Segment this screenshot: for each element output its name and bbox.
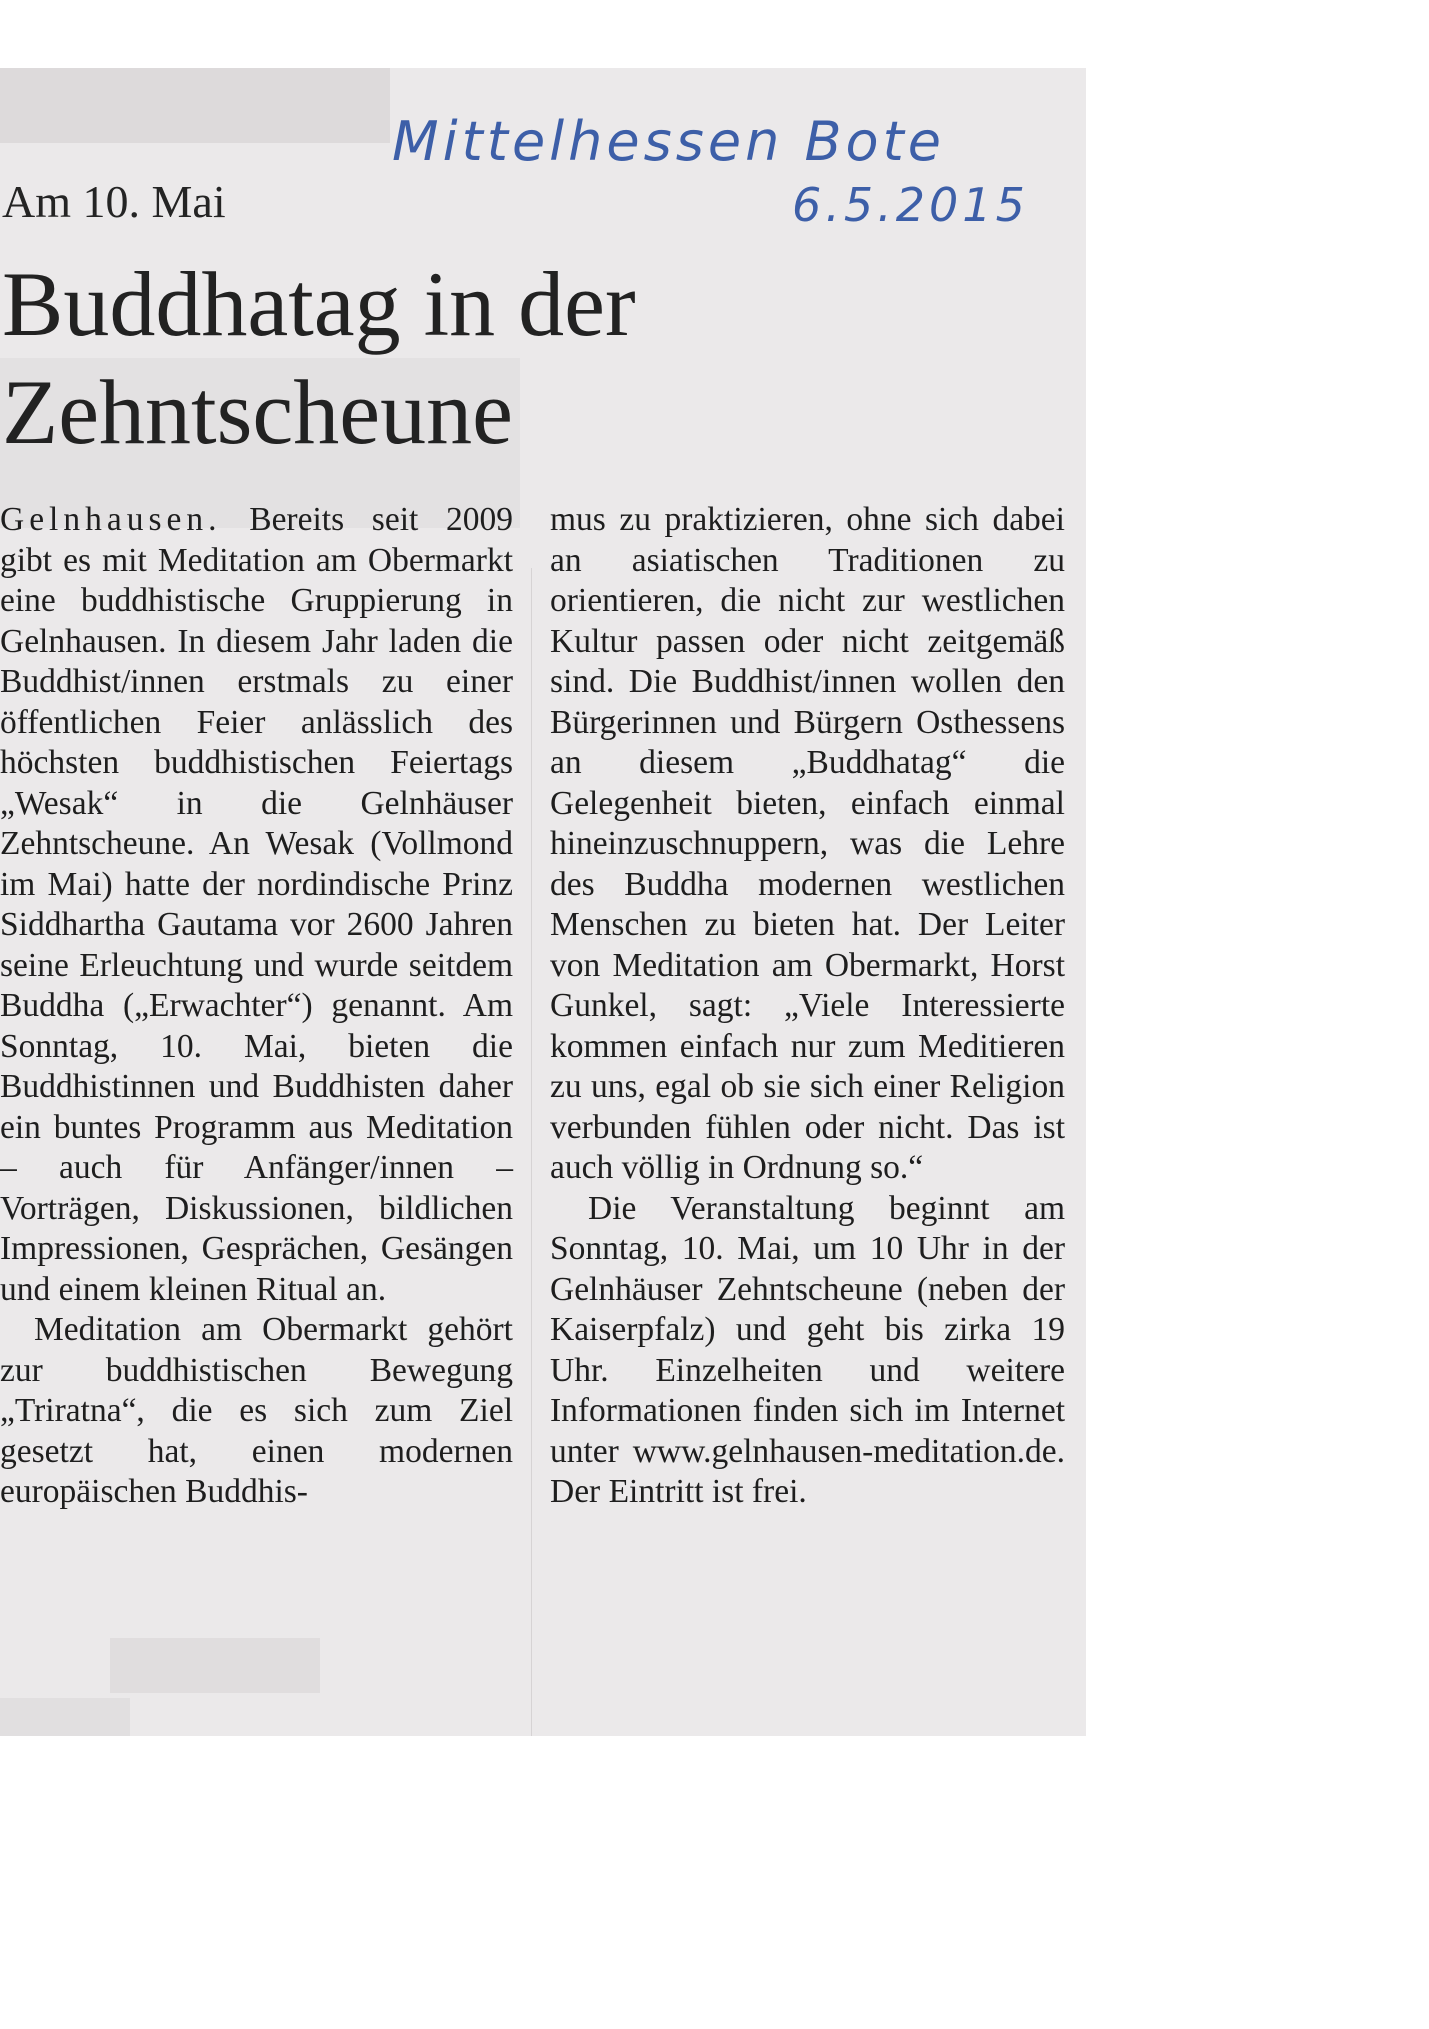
article-headline: Buddhatag in der Zehntscheune bbox=[2, 253, 636, 463]
article-column-1 bbox=[0, 500, 513, 1513]
column-divider bbox=[531, 568, 532, 1736]
bleed-through-image bbox=[0, 1698, 130, 1736]
article-paragraph: Die Veranstaltung beginnt am Sonntag, 10. Mai, um 10 Uhr in der Gelnhäuser Zehntscheune (neben der Kaiserpfalz) und geht bis zirka 19 Uhr. Einzelheiten und weitere Informationen finden sich im Internet unter www.gelnhausen-meditation.de. Der Eintritt ist frei. bbox=[550, 1189, 1065, 1510]
article-kicker: Am 10. Mai bbox=[2, 176, 226, 227]
handwritten-source-note: Mittelhessen Bote bbox=[392, 110, 945, 173]
article-paragraph bbox=[0, 500, 513, 1310]
bleed-through-image bbox=[110, 1638, 320, 1693]
article-text: Bereits seit 2009 gibt es mit Meditation am Obermarkt eine buddhistische Gruppierung in Gelnhausen. In diesem Jahr laden die Buddhist/innen erstmals zu einer öffentlichen Feier anlässlich des höchsten buddhistischen Feiertags „Wesak“ in die Gelnhäuser Zehntscheune. An Wesak (Vollmond im Mai) hatte der nordindische Prinz Siddhartha Gautama vor 2600 Jahren seine Erleuchtung und wurde seitdem Buddha („Erwachter“) genannt. Am Sonntag, 10. Mai, bieten die Buddhistinnen und Buddhisten daher ein buntes Programm aus Meditation – auch für Anfänger/innen – Vorträgen, Diskussionen, bildlichen Impressionen, Gesprächen, Gesängen und einem kleinen Ritual an. bbox=[0, 501, 513, 1308]
bleed-through-image bbox=[0, 68, 390, 143]
article-dateline: Gelnhausen. bbox=[0, 501, 222, 538]
article-paragraph: Meditation am Obermarkt gehört zur buddhistischen Bewegung „Triratna“, die es sich zum Ziel gesetzt hat, einen modernen europäischen Buddhis- bbox=[0, 1311, 513, 1510]
article-column-2 bbox=[550, 500, 1065, 1513]
handwritten-date-note: 6.5.2015 bbox=[792, 178, 1029, 232]
article-paragraph: mus zu praktizieren, ohne sich dabei an asiatischen Traditionen zu orientieren, die nicht zur westlichen Kultur passen oder nicht zeitgemäß sind. Die Buddhist/innen wollen den Bürgerinnen und Bürgern Osthessens an diesem „Buddhatag“ die Gelegenheit bieten, einfach einmal hineinzuschnuppern, was die Lehre des Buddha modernen westlichen Menschen zu bieten hat. Der Leiter von Meditation am Obermarkt, Horst Gunkel, sagt: „Viele Interessierte kommen einfach nur zum Meditieren zu uns, egal ob sie sich einer Religion verbunden fühlen oder nicht. Das ist auch völlig in Ordnung so.“ bbox=[550, 501, 1065, 1186]
